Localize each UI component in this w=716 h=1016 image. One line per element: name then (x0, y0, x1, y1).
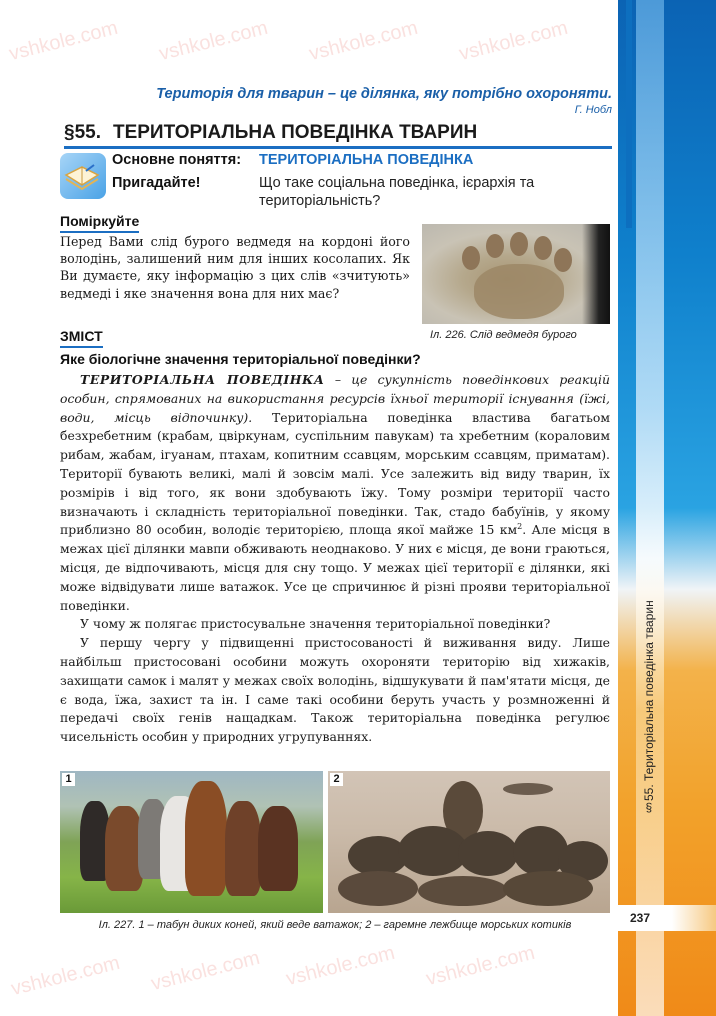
content-heading: ЗМІСТ (60, 328, 103, 348)
figure-label-1: 1 (62, 773, 75, 786)
paragraph-1-text: Територіальна поведінка властива багатьом безхребетним (крабам, цвіркунам, суспільним павукам) та хребетним (кораловим рибам, жабам, ігуанам, птахам, копитним ссавцям, морським ссавцям, приматам). Території бувають великі, малі й зовсім малі. Усе залежить від виду тварин, їх розмірів і від того, як вони здобувають їжу. Тому розміри території часто визначають і складність територіальної поведінки. Так, стадо бабуїнів, у якому приблизно 80 особин, володіє територією, площа якої майже 15 км (60, 409, 610, 538)
think-text: Перед Вами слід бурого ведмедя на кордоні його володінь, залишений ним для інших косолапих. Як Ви думаєте, яку інформацію з цих слів «зчитують» ведмеді і яке значення вона для них має? (60, 234, 410, 301)
section-question: Яке біологічне значення територіальної поведінки? (60, 351, 421, 367)
watermark: vshkole.com (148, 946, 263, 996)
figure-label-2: 2 (330, 773, 343, 786)
watermark: vshkole.com (456, 16, 571, 66)
epigraph-quote: Територія для тварин – це ділянка, яку потрібно охороняти. (156, 86, 612, 102)
remember-label: Пригадайте! (112, 175, 201, 191)
fur-seal-rookery-photo (328, 771, 610, 913)
paragraph-3: У першу чергу у підвищенні пристосованості й виживання виду. Лише найбільш пристосовані особини можуть охороняти територію від хижаків, захищати самок і малят у межах своїх володінь, відшукувати й пам'ятати місця, де є вода, їжа, захист та ін. І саме такі особини беруть участь у розмноженні й передачі своїх генів нащадкам. Також територіальна поведінка регулює чисельність особин у природних угрупуваннях. (60, 635, 610, 745)
bear-paw-print-photo (422, 224, 610, 324)
watermark: vshkole.com (6, 16, 121, 66)
wild-horses-photo (60, 771, 323, 913)
figure-226-caption: Іл. 226. Слід ведмедя бурого (430, 329, 577, 341)
paragraph-title: ТЕРИТОРІАЛЬНА ПОВЕДІНКА ТВАРИН (112, 122, 478, 143)
open-book-icon (60, 153, 106, 199)
figure-227-caption: Іл. 227. 1 – табун диких коней, який веде ватажок; 2 – гаремне лежбище морських котиків (98, 919, 572, 931)
paragraph-1 (60, 371, 610, 615)
running-title: §55. Територіальна поведінка тварин (642, 600, 656, 815)
watermark: vshkole.com (156, 16, 271, 66)
term: ТЕРИТОРІАЛЬНА ПОВЕДІНКА (80, 372, 325, 387)
paragraph-2: У чому ж полягає пристосувальне значення територіальної поведінки? (80, 616, 551, 632)
page-title (64, 122, 612, 149)
key-concepts-block (112, 151, 559, 215)
definition: – це сукупність поведінкових реакцій особин, спрямованих на використання ресурсів їхньої території існування (їжі, води, місць відпочинку). (60, 372, 610, 425)
key-concept-label: Основне поняття: (112, 152, 242, 168)
page-number: 237 (618, 905, 716, 931)
watermark: vshkole.com (283, 941, 398, 991)
watermark: vshkole.com (306, 16, 421, 66)
epigraph-author: Г. Нобл (574, 104, 612, 116)
remember-question: Що таке соціальна поведінка, ієрархія та територіальність? (259, 175, 535, 209)
figure-227 (60, 771, 610, 913)
paragraph-number: §55. (64, 122, 101, 143)
superscript: 2 (517, 522, 523, 532)
think-heading: Поміркуйте (60, 213, 139, 233)
page-margin-sidebar (618, 0, 716, 1016)
sidebar-strip (626, 0, 632, 228)
watermark: vshkole.com (8, 951, 123, 1001)
body-text (60, 371, 610, 767)
watermark: vshkole.com (423, 941, 538, 991)
paragraph-1-end: . Але місця в межах цієї ділянки мавпи обживають неоднаково. У них є місця, де вони граються, місця, де відпочивають, місця для сну тощо. У межах цієї території є ділянки, які може відвідувати лише ватажок. Усе це спричинює й різні прояви територіальної поведінки. (60, 522, 610, 613)
key-concept-value: ТЕРИТОРІАЛЬНА ПОВЕДІНКА (259, 152, 474, 168)
